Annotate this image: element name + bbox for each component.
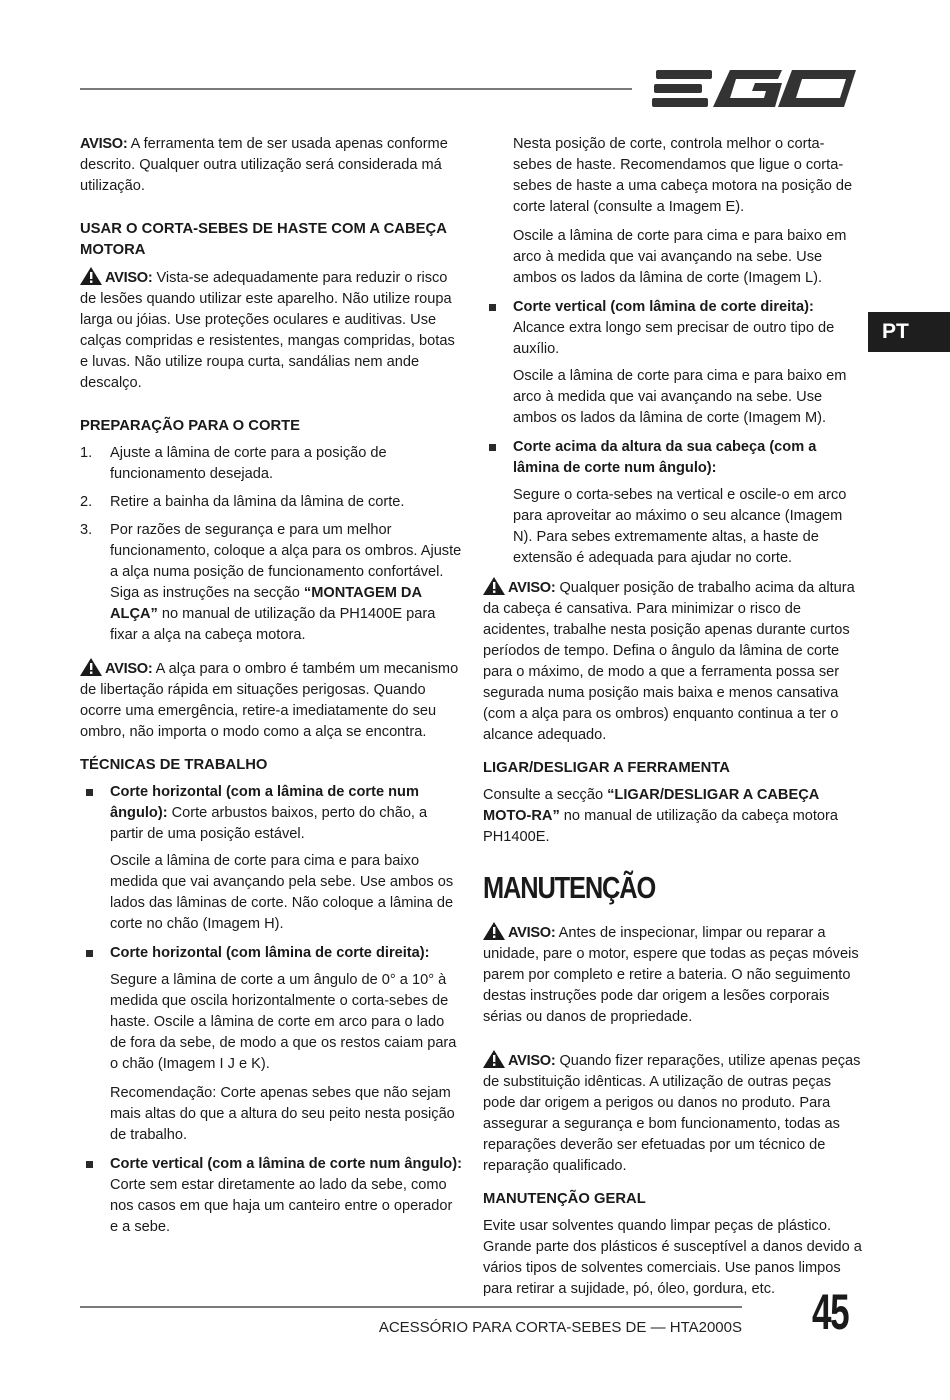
warning-head-height: AVISO: Qualquer posição de trabalho acima da altura da cabeça é cansativa. Para minimizar o risco de acidentes, trabalhe nesta posição apenas durante curtos períodos de tempo. Defina o ângulo da lâmina de corte para o máximo, de modo a que a ferramenta possa ser segurada numa posição mais baixa e menos cansativa (com a alça para os ombros) enquanto continua a ter o alcance adequado. [483, 577, 863, 746]
warning-use: AVISO: A ferramenta tem de ser usada apenas conforme descrito. Qualquer outra utilização será considerada má utilização. [80, 136, 448, 194]
technique-list-2 [80, 943, 462, 964]
right-column [483, 134, 863, 1312]
technique-list-5 [483, 437, 863, 479]
list-item: 2. Retire a bainha da lâmina da lâmina de corte. [80, 494, 405, 510]
section-title-use: USAR O CORTA-SEBES DE HASTE COM A CABEÇA MOTORA [80, 221, 447, 258]
warning-maintenance-1: AVISO: Antes de inspecionar, limpar ou reparar a unidade, pare o motor, espere que todas as peças móveis parem por completo e retire a bateria. O não seguimento destas instruções pode dar origem a lesões corporais sérias ou danos de propriedade. [483, 922, 863, 1028]
technique-detail: Oscile a lâmina de corte para cima e para baixo em arco à medida que vai avançando na sebe. Use ambos os lados da lâmina de corte (Imagem M). [513, 368, 847, 426]
page-number: 45 [812, 1284, 849, 1340]
section-title-general-maintenance: MANUTENÇÃO GERAL [483, 1191, 646, 1207]
list-item: Corte horizontal (com lâmina de corte direita): [80, 943, 462, 964]
footer-rule [80, 1306, 742, 1308]
technique-list [80, 782, 462, 845]
section-title-prep: PREPARAÇÃO PARA O CORTE [80, 418, 301, 434]
continued-paragraph: Nesta posição de corte, controla melhor o corta-sebes de haste. Recomendamos que ligue o corta-sebes de haste a uma cabeça motora na posição de corte lateral (consulte a Imagem E). [513, 136, 853, 215]
warning-triangle-icon [483, 577, 505, 595]
technique-list-4 [483, 297, 863, 360]
list-item: Corte acima da altura da sua cabeça (com a lâmina de corte num ângulo): [483, 437, 863, 479]
bullet-square-icon [86, 950, 93, 957]
warning-label: AVISO: [80, 136, 128, 152]
section-title-onoff: LIGAR/DESLIGAR A FERRAMENTA [483, 760, 730, 776]
section-title-techniques: TÉCNICAS DE TRABALHO [80, 757, 268, 773]
technique-recommendation: Recomendação: Corte apenas sebes que não sejam mais altas do que a altura do seu peito nesta posição de trabalho. [110, 1085, 455, 1143]
list-item: Corte vertical (com lâmina de corte direita): Alcance extra longo sem precisar de outro tipo de auxílio. [483, 297, 863, 360]
technique-detail: Oscile a lâmina de corte para cima e para baixo medida que vai avançando pela sebe. Use ambos os lados das lâminas de corte. Não coloque a lâmina de corte no chão (Imagem H). [110, 853, 454, 932]
warning-triangle-icon [483, 1050, 505, 1068]
language-tab: PT [868, 312, 950, 352]
list-item: 3. Por razões de segurança e para um melhor funcionamento, coloque a alça para os ombros. Ajuste a alça numa posição de funcionamento confortável. Siga as instruções na secção “MONTAGEM DA ALÇA” no manual de utilização da PH1400E para fixar a alça na cabeça motora. [80, 522, 462, 643]
general-maintenance-text: Evite usar solventes quando limpar peças de plástico. Grande parte dos plásticos é susceptível a danos devido a vários tipos de solventes comerciais. Use panos limpos para retirar a sujidade, pó, óleo, gordura, etc. [483, 1218, 862, 1297]
warning-triangle-icon [80, 658, 102, 676]
warning-maintenance-2: AVISO: Quando fizer reparações, utilize apenas peças de substituição idênticas. A utilização de outras peças pode dar origem a perigos ou danos no produto. Para assegurar a segurança e bom funcionamento, todas as reparações deverão ser efetuadas por um técnico de reparação qualificado. [483, 1050, 863, 1177]
list-item: 1. Ajuste a lâmina de corte para a posição de funcionamento desejada. [80, 445, 387, 482]
ego-logo [652, 64, 862, 112]
continued-paragraph: Oscile a lâmina de corte para cima e para baixo em arco à medida que vai avançando na sebe. Use ambos os lados da lâmina de corte (Imagem L). [513, 228, 847, 286]
bullet-square-icon [86, 789, 93, 796]
warning-triangle-icon [483, 922, 505, 940]
warning-strap: AVISO: A alça para o ombro é também um mecanismo de libertação rápida em situações perigosas. Quando ocorre uma emergência, retire-a imediatamente do seu ombro, não importa o modo como a alça se encontra. [80, 658, 462, 743]
footer-title: ACESSÓRIO PARA CORTA-SEBES DE — HTA2000S [378, 1319, 742, 1336]
bullet-square-icon [489, 444, 496, 451]
left-column [80, 134, 462, 1244]
technique-detail: Segure a lâmina de corte a um ângulo de 0° a 10° à medida que oscila horizontalmente o corta-sebes de haste. Oscile a lâmina de corte em arco para o lado de fora da sebe, de modo a que os restos caiam para o chão (Imagem I J e K). [110, 972, 457, 1072]
list-item: Corte vertical (com a lâmina de corte num ângulo): Corte sem estar diretamente ao lado da sebe, como nos casos em que haja um canteiro entre o operador e a sebe. [80, 1154, 462, 1238]
warning-dress: AVISO: Vista-se adequadamente para reduzir o risco de lesões quando utilizar este aparelho. Não utilize roupa larga ou jóias. Use proteções oculares e auditivas. Use calças compridas e resistentes, mangas compridas, botas e luvas. Não utilize roupa curta, sandálias nem ande descalço. [80, 267, 462, 394]
onoff-text: Consulte a secção “LIGAR/DESLIGAR A CABEÇA MOTO-RA” no manual de utilização da cabeça motora PH1400E. [483, 787, 839, 845]
header-rule [80, 88, 632, 90]
warning-triangle-icon [80, 267, 102, 285]
prep-steps [80, 443, 462, 646]
bullet-square-icon [86, 1161, 93, 1168]
maintenance-heading: MANUTENÇÃO [483, 870, 656, 905]
technique-detail: Segure o corta-sebes na vertical e oscile-o em arco para aproveitar ao máximo o seu alcance (Imagem N). Para sebes extremamente altas, a haste de extensão é adequada para ajudar no corte. [513, 487, 847, 566]
technique-list-3 [80, 1154, 462, 1238]
bullet-square-icon [489, 304, 496, 311]
list-item: Corte horizontal (com a lâmina de corte num ângulo): Corte arbustos baixos, perto do chão, a partir de uma posição estável. [80, 782, 462, 845]
